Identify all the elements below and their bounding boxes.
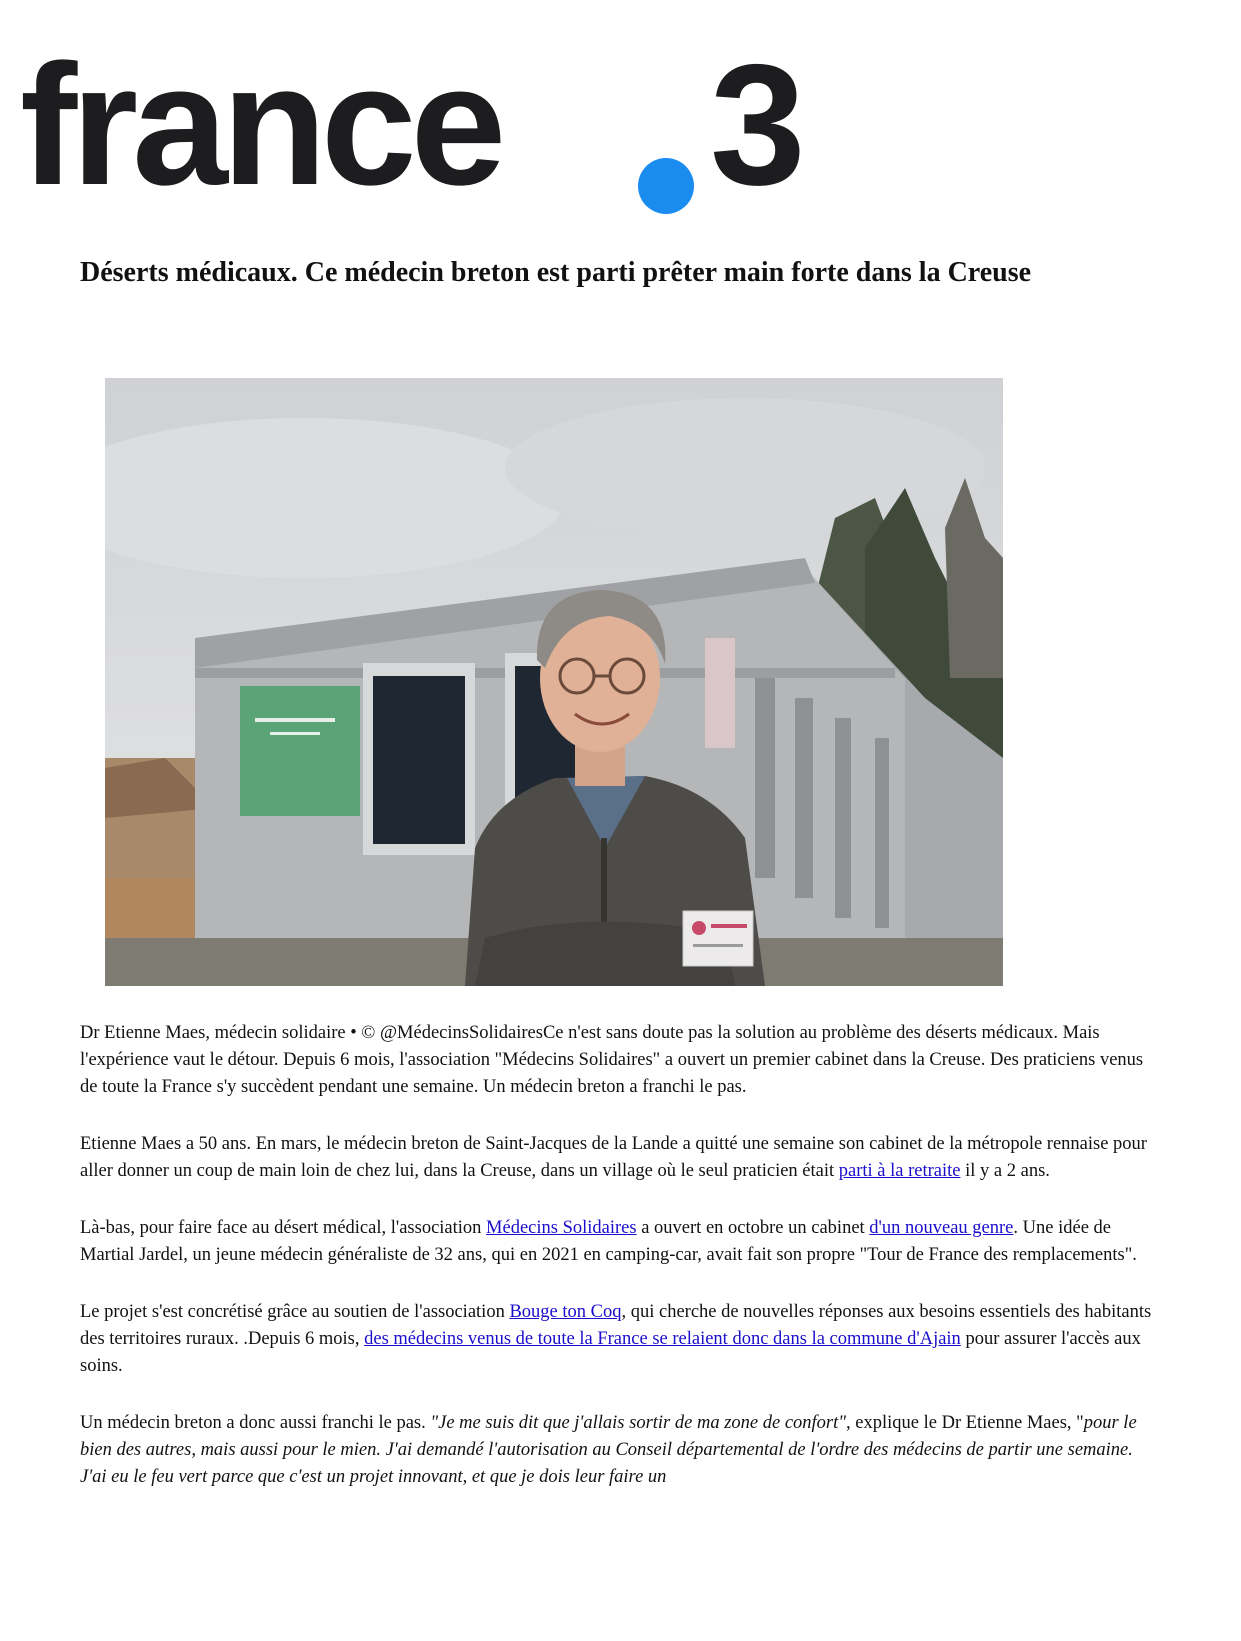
medecins-solidaires-link[interactable]: Médecins Solidaires	[486, 1218, 637, 1238]
paragraph-text: explique le Dr Etienne Maes, "	[850, 1413, 1084, 1433]
logo-dot	[638, 158, 694, 214]
retirement-link[interactable]: parti à la retraite	[838, 1161, 961, 1181]
article-title: Déserts médicaux. Ce médecin breton est parti prêter main forte dans la Creuse	[80, 257, 1032, 288]
paragraph-text: Un médecin breton a donc aussi franchi le pas.	[80, 1413, 431, 1433]
paragraph-text: a ouvert en octobre un cabinet	[636, 1218, 870, 1238]
article-body	[80, 1020, 1152, 1521]
article-paragraph	[80, 1410, 1152, 1491]
new-kind-link[interactable]: d'un nouveau genre	[869, 1218, 1014, 1238]
logo-number: 3	[710, 29, 806, 221]
article-paragraph	[80, 1215, 1152, 1269]
article-paragraph-intro: Dr Etienne Maes, médecin solidaire • © @MédecinsSolidairesCe n'est sans doute pas la solution au problème des déserts médicaux. Mais l'expérience vaut le détour. Depuis 6 mois, l'association "Médecins Solidaires" a ouvert un premier cabinet dans la Creuse. Des praticiens venus de toute la France s'y succèdent pendant une semaine. Un médecin breton a franchi le pas.	[80, 1023, 1144, 1097]
quote-text: pour le bien des autres, mais aussi pour le mien. J'ai demandé l'autorisation au Conseil départemental de l'ordre des médecins de partir une semaine. J'ai eu le feu vert parce que c'est un projet innovant, et que je dois leur faire un	[80, 1413, 1137, 1487]
doctor-portrait-illustration	[105, 378, 1003, 986]
ajain-doctors-link[interactable]: des médecins venus de toute la France se relaient donc dans la commune d'Ajain	[364, 1329, 961, 1349]
bouge-ton-coq-link[interactable]: Bouge ton Coq	[509, 1302, 622, 1322]
paragraph-text: Là-bas, pour faire face au désert médical, l'association	[80, 1218, 487, 1238]
paragraph-text: Etienne Maes a 50 ans. En mars, le médecin breton de Saint-Jacques de la Lande a quitté une semaine son cabinet de la métropole rennaise pour aller donner un coup de main loin de chez lui, dans la Creuse, dans un village où le seul praticien était	[80, 1134, 1147, 1181]
paragraph-text: , qui cherche de nouvelles réponses aux besoins essentiels des habitants des territoires ruraux. .Depuis 6 mois,	[80, 1302, 1152, 1349]
france3-logo[interactable]	[20, 29, 820, 221]
quote-text: "Je me suis dit que j'allais sortir de ma zone de confort",	[430, 1413, 851, 1433]
paragraph-text: il y a 2 ans.	[960, 1161, 1050, 1181]
article-paragraph	[80, 1131, 1152, 1185]
article-paragraph	[80, 1299, 1152, 1380]
paragraph-text: . Une idée de Martial Jardel, un jeune médecin généraliste de 32 ans, qui en 2021 en camping-car, avait fait son propre "Tour de France des remplacements".	[80, 1218, 1137, 1265]
paragraph-text: Le projet s'est concrétisé grâce au soutien de l'association	[80, 1302, 510, 1322]
article-photo	[105, 378, 1003, 986]
logo-wordmark: france	[20, 29, 501, 221]
paragraph-text: pour assurer l'accès aux soins.	[80, 1329, 1141, 1376]
